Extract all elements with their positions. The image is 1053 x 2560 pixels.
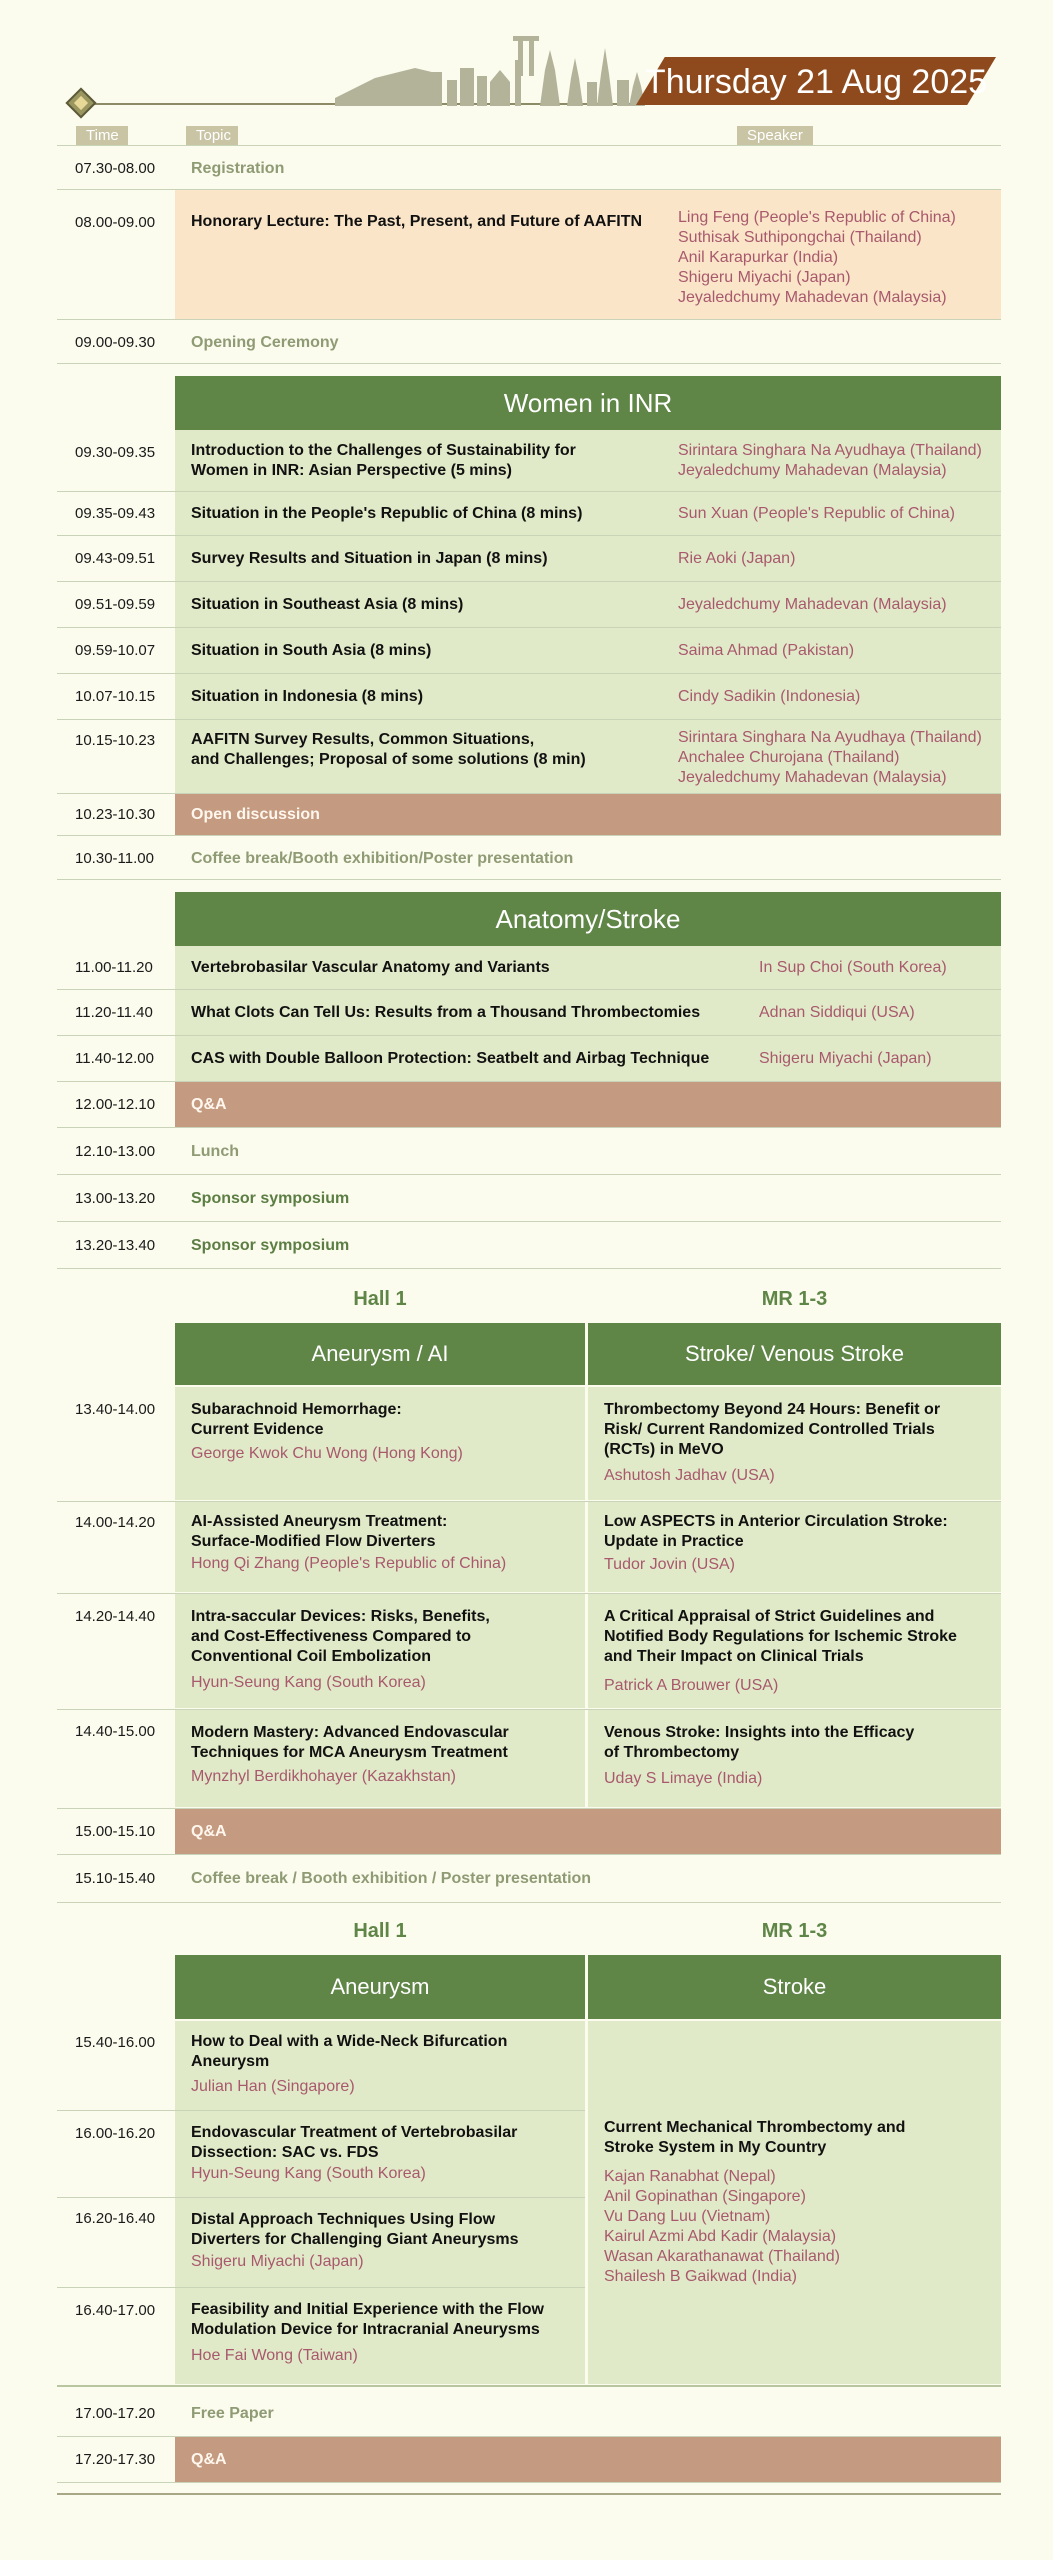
qa-label: Q&A	[191, 1823, 227, 1840]
session-cell-left	[175, 1502, 585, 1592]
topic-title: Vertebrobasilar Vascular Anatomy and Variants	[191, 959, 550, 976]
topic-line: Diverters for Challenging Giant Aneurysms	[191, 2231, 519, 2248]
schedule-row	[57, 720, 1001, 794]
topic-line: Introduction to the Challenges of Sustainability for	[191, 442, 576, 459]
schedule-row-coffee-break	[57, 836, 1001, 880]
topic-line: AI-Assisted Aneurysm Treatment:	[191, 1513, 448, 1530]
speaker: Kairul Azmi Abd Kadir (Malaysia)	[604, 2228, 837, 2245]
speaker: Suthisak Suthipongchai (Thailand)	[678, 229, 922, 246]
schedule-row	[57, 674, 1001, 720]
schedule-row	[57, 946, 1001, 990]
coffee-break-label: Coffee break / Booth exhibition / Poster presentation	[191, 1870, 592, 1887]
topic-title	[191, 441, 576, 481]
time: 09.00-09.30	[75, 334, 156, 351]
hall-label-right: MR 1-3	[761, 1288, 828, 1310]
banner-aneurysm: Aneurysm	[175, 1955, 585, 2019]
hall-label-left: Hall 1	[353, 1288, 407, 1310]
topic-title: Situation in Southeast Asia (8 mins)	[191, 596, 464, 613]
speaker: Julian Han (Singapore)	[191, 2078, 355, 2095]
speaker: Jeyaledchumy Mahadevan (Malaysia)	[678, 769, 947, 786]
schedule-row	[57, 628, 1001, 674]
time: 15.00-15.10	[75, 1823, 156, 1840]
time: 14.40-15.00	[75, 1723, 156, 1740]
time: 12.10-13.00	[75, 1143, 156, 1160]
speaker: Shigeru Miyachi (Japan)	[759, 1050, 932, 1067]
free-paper-label: Free Paper	[191, 2405, 274, 2422]
time: 13.40-14.00	[75, 1401, 156, 1418]
topic-line: Current Evidence	[191, 1421, 324, 1438]
speaker: Vu Dang Luu (Vietnam)	[604, 2208, 771, 2225]
schedule-row	[57, 430, 1001, 492]
speaker: Anchalee Churojana (Thailand)	[678, 749, 900, 766]
speaker: Sirintara Singhara Na Ayudhaya (Thailand)	[678, 442, 982, 459]
topic-line: Endovascular Treatment of Vertebrobasilar	[191, 2124, 518, 2141]
topic-line: Risk/ Current Randomized Controlled Trials	[604, 1421, 935, 1438]
banner-stroke-venous: Stroke/ Venous Stroke	[588, 1323, 1001, 1385]
topic-line: Notified Body Regulations for Ischemic Stroke	[604, 1628, 957, 1645]
topic-title	[604, 1512, 989, 1552]
speaker: Jeyaledchumy Mahadevan (Malaysia)	[678, 596, 947, 613]
schedule-row-lunch	[57, 1128, 1001, 1175]
speaker: Anil Gopinathan (Singapore)	[604, 2188, 806, 2205]
time: 07.30-08.00	[75, 160, 156, 177]
schedule-row-coffee-break	[57, 1855, 1001, 1903]
speaker-list	[678, 728, 982, 788]
schedule-row	[57, 536, 1001, 582]
topic-line: Distal Approach Techniques Using Flow	[191, 2211, 496, 2228]
topic-line: and Their Impact on Clinical Trials	[604, 1648, 864, 1665]
speaker-list	[678, 441, 982, 481]
topic-line: Modulation Device for Intracranial Aneurysms	[191, 2321, 540, 2338]
speaker-list	[604, 2167, 840, 2287]
qa-label: Q&A	[191, 2451, 227, 2468]
row-background	[175, 1082, 1001, 1127]
schedule-row	[57, 990, 1001, 1036]
topic-line: A Critical Appraisal of Strict Guidelines and	[604, 1608, 935, 1625]
time: 09.51-09.59	[75, 596, 156, 613]
topic-line: Subarachnoid Hemorrhage:	[191, 1401, 402, 1418]
speaker: Shailesh B Gaikwad (India)	[604, 2268, 797, 2285]
topic-title	[604, 1400, 989, 1460]
schedule-row-free-paper	[57, 2390, 1001, 2437]
speaker: Jeyaledchumy Mahadevan (Malaysia)	[678, 289, 947, 306]
lunch-label: Lunch	[191, 1143, 239, 1160]
header	[0, 0, 1053, 150]
topic-title	[191, 2123, 573, 2163]
speaker: Ashutosh Jadhav (USA)	[604, 1467, 775, 1484]
speaker: Adnan Siddiqui (USA)	[759, 1004, 915, 1021]
speaker: Cindy Sadikin (Indonesia)	[678, 688, 861, 705]
topic-line: Techniques for MCA Aneurysm Treatment	[191, 1744, 508, 1761]
row-background	[175, 1809, 1001, 1854]
topic-title: What Clots Can Tell Us: Results from a Thousand Thrombectomies	[191, 1004, 701, 1021]
session-cell-left	[175, 2288, 585, 2384]
topic-title: CAS with Double Balloon Protection: Seatbelt and Airbag Technique	[191, 1050, 710, 1067]
topic-line: Thrombectomy Beyond 24 Hours: Benefit or	[604, 1401, 941, 1418]
topic-line: Aneurysm	[191, 2053, 270, 2070]
coffee-break-label: Coffee break/Booth exhibition/Poster presentation	[191, 850, 574, 867]
time: 11.00-11.20	[75, 959, 153, 976]
time: 13.00-13.20	[75, 1190, 156, 1207]
topic-title	[191, 1400, 573, 1440]
topic-title: Situation in South Asia (8 mins)	[191, 642, 432, 659]
speaker: Sirintara Singhara Na Ayudhaya (Thailand)	[678, 729, 982, 746]
speaker: Mynzhyl Berdikhohayer (Kazakhstan)	[191, 1768, 457, 1785]
banner-anatomy-stroke: Anatomy/Stroke	[175, 892, 1001, 946]
banner-women-in-inr: Women in INR	[175, 376, 1001, 430]
time: 09.43-09.51	[75, 550, 156, 567]
speaker: Shigeru Miyachi (Japan)	[678, 269, 851, 286]
speaker: Saima Ahmad (Pakistan)	[678, 642, 855, 659]
footer-line	[57, 2493, 1001, 2495]
speaker: Wasan Akarathanawat (Thailand)	[604, 2248, 840, 2265]
topic-line: Low ASPECTS in Anterior Circulation Stroke:	[604, 1513, 948, 1530]
session-cell-left	[175, 2198, 585, 2287]
speaker: Tudor Jovin (USA)	[604, 1556, 735, 1573]
topic-line: Feasibility and Initial Experience with the Flow	[191, 2301, 544, 2318]
speaker: Ling Feng (People's Republic of China)	[678, 209, 956, 226]
topic-title: Situation in Indonesia (8 mins)	[191, 688, 424, 705]
speaker: Jeyaledchumy Mahadevan (Malaysia)	[678, 462, 947, 479]
topic-title	[191, 2210, 573, 2250]
time: 13.20-13.40	[75, 1237, 156, 1254]
speaker: Sun Xuan (People's Republic of China)	[678, 505, 955, 522]
session-cell-left	[175, 2111, 585, 2197]
topic-line: of Thrombectomy	[604, 1744, 740, 1761]
topic-line: Surface-Modified Flow Diverters	[191, 1533, 436, 1550]
schedule-row-qa	[57, 2437, 1001, 2483]
schedule-row-open-discussion	[57, 794, 1001, 836]
topic-line: Intra-saccular Devices: Risks, Benefits,	[191, 1608, 490, 1625]
schedule-row	[57, 492, 1001, 536]
schedule-row-sponsor	[57, 1175, 1001, 1222]
session-cell-right	[588, 1710, 1001, 1807]
topic-title	[191, 2032, 573, 2072]
topic-line: Stroke System in My Country	[604, 2139, 827, 2156]
topic-title: Situation in the People's Republic of China (8 mins)	[191, 505, 583, 522]
sponsor-symposium-label: Sponsor symposium	[191, 1237, 350, 1254]
schedule-row-qa	[57, 1809, 1001, 1855]
schedule-row-honorary-lecture	[57, 190, 1001, 320]
speaker: Rie Aoki (Japan)	[678, 550, 796, 567]
column-header-topic: Topic	[186, 126, 238, 146]
topic-line: Women in INR: Asian Perspective (5 mins)	[191, 462, 512, 479]
session-cell-left	[175, 2021, 585, 2110]
topic-line: Modern Mastery: Advanced Endovascular	[191, 1724, 509, 1741]
topic-line: How to Deal with a Wide-Neck Bifurcation	[191, 2033, 508, 2050]
banner-aneurysm-ai: Aneurysm / AI	[175, 1323, 585, 1385]
speaker: Anil Karapurkar (India)	[678, 249, 839, 266]
session-cell-right	[588, 1502, 1001, 1592]
speaker: Hong Qi Zhang (People's Republic of China)	[191, 1555, 507, 1572]
session-cell-right	[588, 2021, 1001, 2384]
speaker: Patrick A Brouwer (USA)	[604, 1677, 779, 1694]
topic-line: (RCTs) in MeVO	[604, 1441, 724, 1458]
topic-title	[604, 2118, 989, 2158]
sponsor-symposium-label: Sponsor symposium	[191, 1190, 350, 1207]
time: 17.20-17.30	[75, 2451, 156, 2468]
session-cell-left	[175, 1387, 585, 1500]
time: 11.40-12.00	[75, 1050, 154, 1067]
speaker: Uday S Limaye (India)	[604, 1770, 763, 1787]
schedule-row-opening	[57, 320, 1001, 364]
opening-label: Opening Ceremony	[191, 334, 339, 351]
session-cell-left	[175, 1710, 585, 1807]
time: 16.40-17.00	[75, 2302, 156, 2319]
row-divider	[57, 2385, 1001, 2387]
topic-line: Update in Practice	[604, 1533, 744, 1550]
time: 14.00-14.20	[75, 1514, 156, 1531]
time: 09.35-09.43	[75, 505, 156, 522]
time: 09.30-09.35	[75, 444, 156, 461]
time: 09.59-10.07	[75, 642, 156, 659]
topic-line: Dissection: SAC vs. FDS	[191, 2144, 379, 2161]
time: 16.00-16.20	[75, 2125, 156, 2142]
speaker: Kajan Ranabhat (Nepal)	[604, 2168, 776, 2185]
speaker: In Sup Choi (South Korea)	[759, 959, 947, 976]
qa-label: Q&A	[191, 1096, 227, 1113]
topic-title	[191, 1607, 573, 1667]
topic-title	[191, 1723, 573, 1763]
topic-title: Survey Results and Situation in Japan (8 mins)	[191, 550, 548, 567]
session-cell-right	[588, 1594, 1001, 1708]
topic-line: AAFITN Survey Results, Common Situations,	[191, 731, 535, 748]
time: 15.40-16.00	[75, 2034, 156, 2051]
schedule-row-sponsor	[57, 1222, 1001, 1269]
column-header-time: Time	[76, 126, 128, 146]
hall-label-right: MR 1-3	[761, 1920, 828, 1942]
speaker: George Kwok Chu Wong (Hong Kong)	[191, 1445, 463, 1462]
time: 10.15-10.23	[75, 732, 156, 749]
schedule-row	[57, 582, 1001, 628]
time: 08.00-09.00	[75, 214, 156, 231]
topic-line: and Challenges; Proposal of some solutions (8 min)	[191, 751, 586, 768]
topic-line: Conventional Coil Embolization	[191, 1648, 431, 1665]
banner-stroke: Stroke	[588, 1955, 1001, 2019]
topic-title	[191, 730, 586, 770]
skyline-icon	[335, 30, 645, 106]
time: 10.23-10.30	[75, 806, 156, 823]
speaker: Shigeru Miyachi (Japan)	[191, 2253, 364, 2270]
row-background	[175, 2437, 1001, 2482]
time: 15.10-15.40	[75, 1870, 156, 1887]
topic-title	[604, 1607, 989, 1667]
time: 17.00-17.20	[75, 2405, 156, 2422]
session-cell-right	[588, 1387, 1001, 1500]
speaker: Hyun-Seung Kang (South Korea)	[191, 1674, 426, 1691]
hall-label-left: Hall 1	[353, 1920, 407, 1942]
schedule-row-qa	[57, 1082, 1001, 1128]
column-header-speaker: Speaker	[737, 126, 813, 146]
registration-label: Registration	[191, 160, 285, 177]
time: 14.20-14.40	[75, 1608, 156, 1625]
schedule-row	[57, 1036, 1001, 1082]
time: 16.20-16.40	[75, 2210, 156, 2227]
time: 12.00-12.10	[75, 1096, 156, 1113]
topic-title	[604, 1723, 989, 1763]
topic-title	[191, 1512, 573, 1552]
topic-title	[191, 2300, 573, 2340]
date-title: Thursday 21 Aug 2025	[644, 63, 988, 101]
schedule-row-registration	[57, 146, 1001, 190]
session-cell-left	[175, 1594, 585, 1708]
time: 11.20-11.40	[75, 1004, 153, 1021]
speaker-list	[678, 208, 956, 308]
topic-title: Honorary Lecture: The Past, Present, and Future of AAFITN	[191, 213, 643, 230]
speaker: Hyun-Seung Kang (South Korea)	[191, 2165, 426, 2182]
speaker: Hoe Fai Wong (Taiwan)	[191, 2347, 358, 2364]
open-discussion-label: Open discussion	[191, 806, 320, 823]
topic-line: Venous Stroke: Insights into the Efficacy	[604, 1724, 915, 1741]
time: 10.07-10.15	[75, 688, 156, 705]
topic-line: and Cost-Effectiveness Compared to	[191, 1628, 472, 1645]
topic-line: Current Mechanical Thrombectomy and	[604, 2119, 906, 2136]
time: 10.30-11.00	[75, 850, 154, 867]
